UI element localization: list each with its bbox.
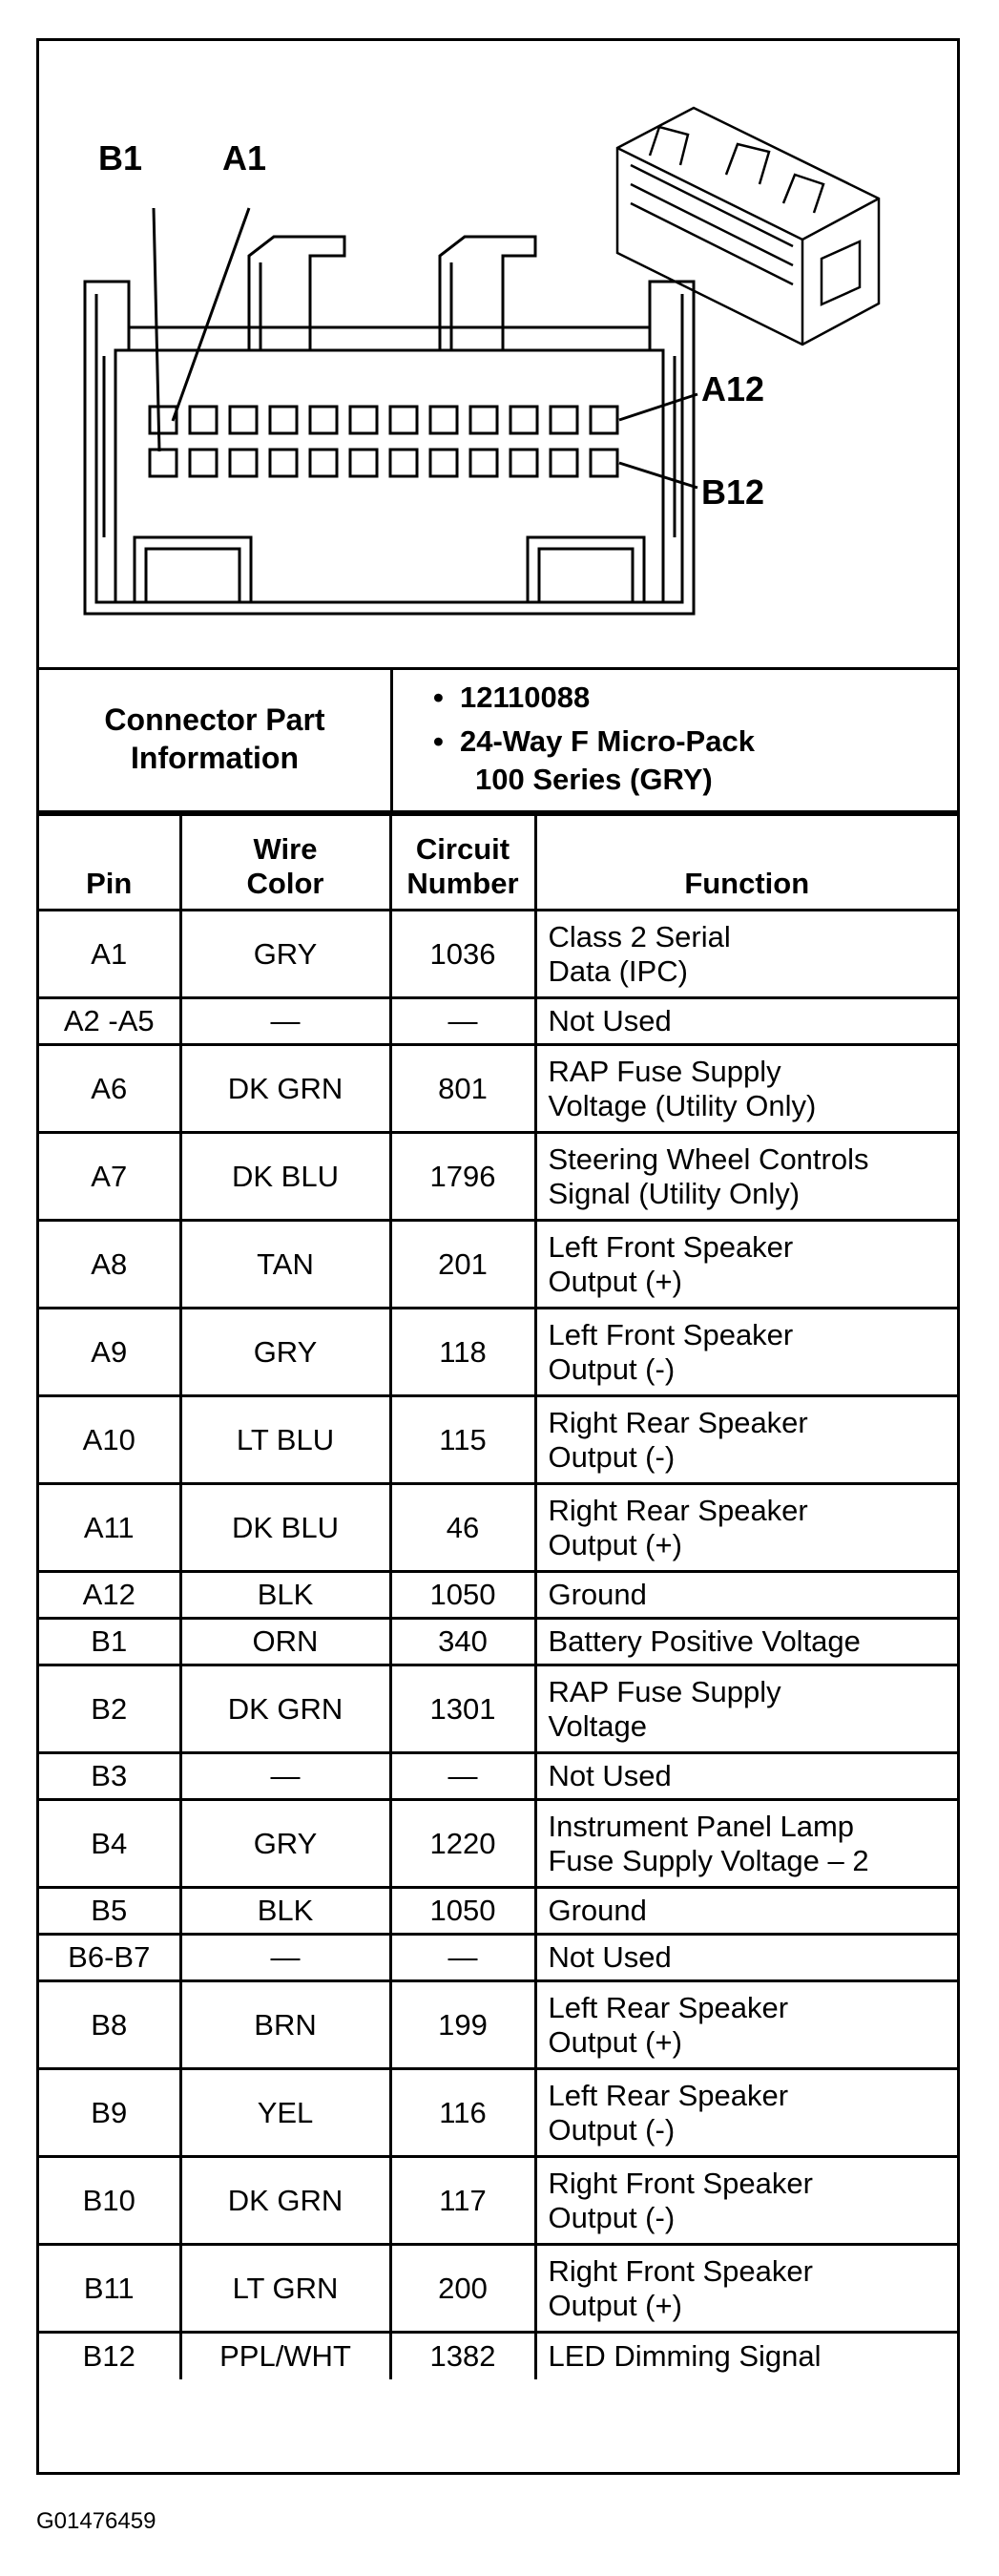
table-row [39,2157,957,2245]
pin-cell: B8 [39,1981,180,2069]
table-row [39,2069,957,2157]
function-line1: Steering Wheel Controls [548,1141,869,1176]
wire-color-cell: — [180,1935,390,1981]
table-row [39,1045,957,1133]
circuit-cell: 117 [390,2157,535,2245]
function-line2: Data (IPC) [548,953,688,988]
connector-info-label-line2: Information [131,741,299,775]
table-row [39,2333,957,2379]
pin-cell: A8 [39,1221,180,1309]
function-line2: Output (-) [548,2200,676,2234]
wire-color-cell: — [180,998,390,1045]
circuit-cell: — [390,1935,535,1981]
function-line1: Ground [548,1578,647,1611]
pin-cell: A6 [39,1045,180,1133]
table-row [39,1484,957,1572]
function-cell [535,1484,957,1572]
header-pin: Pin [39,815,180,911]
wire-color-cell: TAN [180,1221,390,1309]
wire-color-cell: PPL/WHT [180,2333,390,2379]
circuit-cell: 199 [390,1981,535,2069]
pin-cell: B6-B7 [39,1935,180,1981]
label-a12: A12 [701,369,765,408]
function-line1: Left Rear Speaker [548,2078,789,2112]
wire-color-cell: DK BLU [180,1133,390,1221]
function-line1: Right Front Speaker [548,2166,813,2200]
function-cell [535,1396,957,1484]
wire-color-cell: YEL [180,2069,390,2157]
pin-cell: A11 [39,1484,180,1572]
pin-cell: A10 [39,1396,180,1484]
circuit-cell: 340 [390,1619,535,1665]
circuit-cell: 46 [390,1484,535,1572]
connector-info-values [393,667,997,831]
function-line2: Output (-) [548,1439,676,1474]
function-cell [535,911,957,998]
function-line2: Output (+) [548,1264,682,1298]
wire-color-cell: LT BLU [180,1396,390,1484]
function-cell [535,1572,957,1619]
function-line2: Voltage [548,1708,647,1743]
function-cell [535,1888,957,1935]
connector-sheet [36,38,960,2475]
connector-info-label [39,667,393,810]
function-line2: Signal (Utility Only) [548,1176,801,1210]
table-row [39,1753,957,1800]
wire-color-cell: GRY [180,1800,390,1888]
header-wire-color: Wire Color [180,815,390,911]
wire-color-cell: LT GRN [180,2245,390,2333]
function-cell [535,1665,957,1753]
table-row [39,1396,957,1484]
part-number-bullet: • 12110088 [433,681,591,714]
table-row [39,1665,957,1753]
connector-desc-line2: 100 Series (GRY) [475,763,713,796]
table-row [39,1572,957,1619]
function-line2: Output (-) [548,1351,676,1386]
table-row [39,2245,957,2333]
part-number: 12110088 [460,681,591,714]
function-cell [535,1753,957,1800]
table-row [39,998,957,1045]
pin-cell: B11 [39,2245,180,2333]
pin-cell: A1 [39,911,180,998]
function-cell [535,1309,957,1396]
function-line1: Right Rear Speaker [548,1493,808,1527]
function-cell [535,2069,957,2157]
table-row [39,1888,957,1935]
function-cell [535,1935,957,1981]
wire-color-cell: GRY [180,1309,390,1396]
header-function: Function [535,815,957,911]
circuit-cell: 118 [390,1309,535,1396]
wire-color-cell: BLK [180,1888,390,1935]
circuit-cell: — [390,1753,535,1800]
circuit-cell: 116 [390,2069,535,2157]
label-a1: A1 [222,138,267,178]
label-b12: B12 [701,472,765,512]
function-line1: Not Used [548,1004,672,1037]
circuit-cell: 1036 [390,911,535,998]
pin-cell: B1 [39,1619,180,1665]
circuit-cell: 115 [390,1396,535,1484]
pin-cell: A2 -A5 [39,998,180,1045]
header-circuit-number: Circuit Number [390,815,535,911]
function-line1: Not Used [548,1940,672,1974]
function-cell [535,1133,957,1221]
function-cell [535,1800,957,1888]
circuit-cell: 1220 [390,1800,535,1888]
pin-table [39,813,957,2379]
pin-cell: B2 [39,1665,180,1753]
pin-cell: B12 [39,2333,180,2379]
connector-info-label-line1: Connector Part [104,702,325,737]
table-row [39,1309,957,1396]
table-row [39,1800,957,1888]
function-line1: Not Used [548,1759,672,1792]
function-line1: Instrument Panel Lamp [548,1809,855,1843]
connector-3d-thumbnail [617,108,879,345]
function-line2: Output (-) [548,2112,676,2147]
pin-cavities [150,407,617,476]
function-line1: Left Front Speaker [548,1229,794,1264]
table-row [39,1133,957,1221]
wire-color-cell: GRY [180,911,390,998]
wire-color-cell: — [180,1753,390,1800]
wire-color-cell: ORN [180,1619,390,1665]
circuit-cell: 1050 [390,1572,535,1619]
wire-color-cell: BLK [180,1572,390,1619]
table-row [39,1981,957,2069]
pin-cell: B4 [39,1800,180,1888]
circuit-cell: 801 [390,1045,535,1133]
pin-cell: A9 [39,1309,180,1396]
function-cell [535,1045,957,1133]
connector-diagram [39,41,957,670]
pin-cell: B5 [39,1888,180,1935]
wire-color-cell: DK GRN [180,2157,390,2245]
table-row [39,911,957,998]
circuit-cell: 200 [390,2245,535,2333]
function-cell [535,1221,957,1309]
pin-cell: B10 [39,2157,180,2245]
pin-cell: A12 [39,1572,180,1619]
pin-cell: B9 [39,2069,180,2157]
table-row [39,1619,957,1665]
circuit-cell: 201 [390,1221,535,1309]
figure-id: G01476459 [36,2508,156,2534]
function-cell [535,998,957,1045]
function-line1: LED Dimming Signal [548,2338,822,2373]
function-line1: Right Front Speaker [548,2253,813,2288]
function-cell [535,1981,957,2069]
pin-cell: A7 [39,1133,180,1221]
function-line1: Battery Positive Voltage [548,1624,861,1658]
function-cell [535,1619,957,1665]
circuit-cell: 1382 [390,2333,535,2379]
function-line1: Class 2 Serial [548,919,731,953]
circuit-cell: 1796 [390,1133,535,1221]
function-line1: RAP Fuse Supply [548,1674,781,1708]
connector-desc-line1: 24-Way F Micro-Pack [460,724,755,758]
connector-info-block [39,667,957,813]
function-line2: Output (+) [548,2024,682,2059]
wire-color-cell: DK BLU [180,1484,390,1572]
wire-color-cell: DK GRN [180,1665,390,1753]
connector-desc-bullet: • 24-Way F Micro-Pack 100 Series (GRY) [433,723,997,799]
pin-table-header [39,815,957,911]
function-line1: RAP Fuse Supply [548,1054,781,1088]
connector-face-drawing [39,41,957,667]
wire-color-cell: DK GRN [180,1045,390,1133]
function-line2: Fuse Supply Voltage – 2 [548,1843,869,1877]
table-row [39,1935,957,1981]
circuit-cell: — [390,998,535,1045]
function-cell [535,2333,957,2379]
function-line1: Right Rear Speaker [548,1405,808,1439]
pin-table-wrap [39,813,957,2472]
function-cell [535,2157,957,2245]
function-line2: Voltage (Utility Only) [548,1088,817,1122]
table-row [39,1221,957,1309]
pin-cell: B3 [39,1753,180,1800]
function-line1: Left Front Speaker [548,1317,794,1351]
function-line2: Output (+) [548,1527,682,1561]
circuit-cell: 1301 [390,1665,535,1753]
function-cell [535,2245,957,2333]
function-line1: Left Rear Speaker [548,1990,789,2024]
circuit-cell: 1050 [390,1888,535,1935]
function-line1: Ground [548,1894,647,1927]
label-b1: B1 [98,138,143,178]
wire-color-cell: BRN [180,1981,390,2069]
function-line2: Output (+) [548,2288,682,2322]
